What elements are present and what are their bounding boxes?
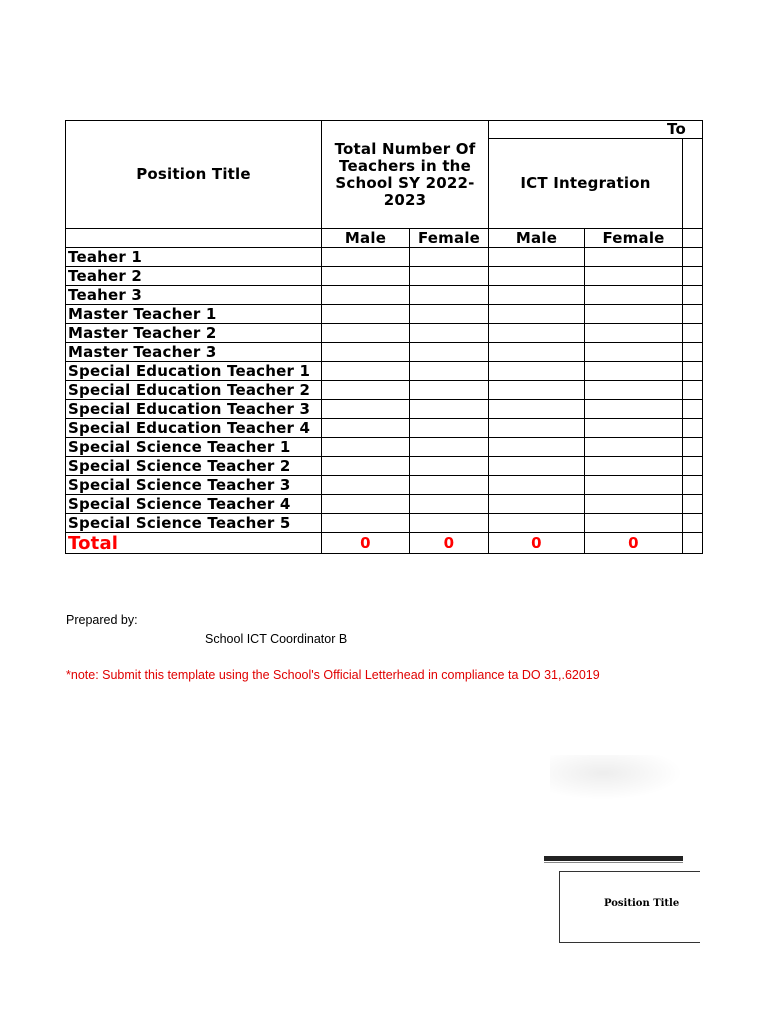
row-position-label: Special Science Teacher 3 [66,476,322,495]
table-cell[interactable] [683,514,703,533]
table-row [66,248,703,267]
table-cell[interactable] [322,267,410,286]
table-row [66,476,703,495]
table-cell[interactable] [322,438,410,457]
prepared-by-label: Prepared by: [66,613,138,627]
table-cell[interactable] [683,305,703,324]
table-row [66,438,703,457]
table-cell[interactable] [683,495,703,514]
table-cell[interactable] [322,419,410,438]
table-cell[interactable] [683,438,703,457]
table-cell[interactable] [322,476,410,495]
table-cell[interactable] [489,438,585,457]
table-cell[interactable] [410,267,489,286]
total-value: 0 [489,533,585,554]
table-cell[interactable] [489,400,585,419]
table-cell[interactable] [489,305,585,324]
table-cell[interactable] [410,476,489,495]
sub-header-blank [683,229,703,248]
table-row [66,400,703,419]
table-cell[interactable] [489,324,585,343]
table-cell[interactable] [683,419,703,438]
table-cell[interactable] [322,514,410,533]
row-position-label: Teaher 1 [66,248,322,267]
table-cell[interactable] [489,248,585,267]
table-cell[interactable] [585,476,683,495]
table-cell[interactable] [410,248,489,267]
table-cell[interactable] [410,438,489,457]
table-cell[interactable] [585,514,683,533]
scanned-image-line [544,862,683,863]
compliance-note: *note: Submit this template using the School's Official Letterhead in compliance ta DO 31,.62019 [66,668,600,682]
table-cell[interactable] [585,343,683,362]
table-row [66,514,703,533]
total-value: 0 [322,533,410,554]
table-cell[interactable] [585,324,683,343]
row-position-label: Special Science Teacher 2 [66,457,322,476]
table-cell[interactable] [322,400,410,419]
teacher-table [65,120,703,554]
coordinator-label: School ICT Coordinator B [205,632,348,646]
table-cell[interactable] [322,495,410,514]
table-cell[interactable] [683,476,703,495]
table-cell[interactable] [585,438,683,457]
table-cell[interactable] [489,419,585,438]
table-cell[interactable] [410,324,489,343]
row-position-label: Master Teacher 1 [66,305,322,324]
header-cell-blank [683,139,703,229]
table-cell[interactable] [489,286,585,305]
table-cell[interactable] [489,457,585,476]
total-label: Total [66,533,322,554]
row-position-label: Special Education Teacher 4 [66,419,322,438]
table-cell[interactable] [489,514,585,533]
total-teachers-header: Total Number Of Teachers in the School SY 2022-2023 [322,121,489,229]
total-row [66,533,703,554]
row-position-label: Teaher 3 [66,286,322,305]
table-cell[interactable] [322,286,410,305]
table-row [66,267,703,286]
table-row [66,343,703,362]
table-cell[interactable] [683,381,703,400]
sub-header-male: Male [489,229,585,248]
table-cell[interactable] [585,267,683,286]
row-position-label: Special Science Teacher 4 [66,495,322,514]
table-cell[interactable] [683,457,703,476]
table-cell[interactable] [585,400,683,419]
table-cell[interactable] [322,381,410,400]
row-position-label: Master Teacher 3 [66,343,322,362]
table-cell[interactable] [489,476,585,495]
table-cell[interactable] [585,286,683,305]
row-position-label: Special Education Teacher 1 [66,362,322,381]
table-row [66,495,703,514]
table-cell[interactable] [683,248,703,267]
table-cell[interactable] [489,267,585,286]
scanned-position-title: Position Title [604,898,680,909]
table-cell[interactable] [410,514,489,533]
sub-header-female: Female [585,229,683,248]
table-cell[interactable] [410,286,489,305]
table-cell[interactable] [322,305,410,324]
table-cell[interactable] [585,305,683,324]
table-cell[interactable] [410,343,489,362]
table-row [66,381,703,400]
table-cell[interactable] [683,343,703,362]
sub-header-female: Female [410,229,489,248]
row-position-label: Special Science Teacher 5 [66,514,322,533]
table-cell[interactable] [322,362,410,381]
table-cell[interactable] [410,457,489,476]
table-cell[interactable] [322,343,410,362]
table-cell[interactable] [585,419,683,438]
table-cell[interactable] [322,457,410,476]
table-cell[interactable] [322,324,410,343]
table-row [66,457,703,476]
sub-header-blank [66,229,322,248]
table-row [66,419,703,438]
table-cell[interactable] [489,381,585,400]
position-title-header: Position Title [66,121,322,229]
table-cell[interactable] [585,362,683,381]
table-cell[interactable] [683,362,703,381]
table-row [66,286,703,305]
ict-integration-header: ICT Integration [489,139,683,229]
table-cell[interactable] [410,381,489,400]
table-cell[interactable] [410,495,489,514]
table-cell[interactable] [489,362,585,381]
table-cell[interactable] [683,324,703,343]
scan-smudge [550,755,683,800]
total-value: 0 [585,533,683,554]
table-cell[interactable] [410,305,489,324]
table-row [66,362,703,381]
total-value: 0 [410,533,489,554]
table-cell[interactable] [683,286,703,305]
table-cell[interactable] [410,400,489,419]
table-cell[interactable] [489,343,585,362]
table-cell[interactable] [489,495,585,514]
group-header-partial: To [489,121,703,139]
row-position-label: Special Science Teacher 1 [66,438,322,457]
row-position-label: Special Education Teacher 2 [66,381,322,400]
sub-header-male: Male [322,229,410,248]
row-position-label: Special Education Teacher 3 [66,400,322,419]
table-row [66,324,703,343]
table-row [66,305,703,324]
table-cell[interactable] [410,419,489,438]
row-position-label: Teaher 2 [66,267,322,286]
total-blank [683,533,703,554]
scanned-image-top-bar [544,856,683,861]
table-cell[interactable] [585,248,683,267]
table-cell[interactable] [410,362,489,381]
table-cell[interactable] [683,400,703,419]
table-cell[interactable] [585,495,683,514]
row-position-label: Master Teacher 2 [66,324,322,343]
table-cell[interactable] [585,457,683,476]
table-cell[interactable] [683,267,703,286]
table-cell[interactable] [322,248,410,267]
table-cell[interactable] [585,381,683,400]
